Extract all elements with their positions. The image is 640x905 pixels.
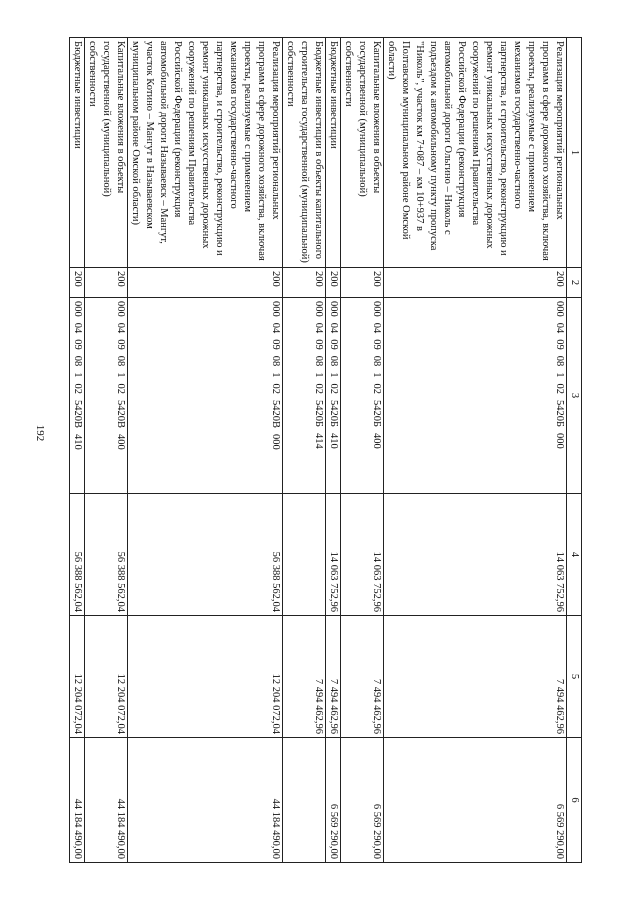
classification-part: 1 (554, 372, 565, 378)
classification-part: 5420Б (554, 400, 565, 428)
row-code: 200 (85, 268, 128, 298)
classification-part: 410 (328, 433, 339, 449)
classification-part: 000 (554, 301, 565, 317)
classification-part: 04 (313, 322, 324, 334)
classification-part: 09 (328, 339, 339, 350)
row-classification (128, 298, 283, 494)
classification-part: 1 (328, 372, 339, 378)
classification-part: 02 (328, 383, 339, 394)
classification-part: 04 (371, 322, 382, 334)
row-code: 200 (128, 268, 283, 298)
row-value-col5: 7 494 462,96 (384, 616, 567, 738)
classification-part: 000 (328, 301, 339, 317)
classification-part: 000 (371, 301, 382, 317)
header-cell: 1 (567, 38, 582, 268)
classification-part: 1 (371, 372, 382, 378)
classification-part: 08 (72, 355, 83, 367)
page-number: 192 (34, 424, 46, 442)
classification-part: 02 (72, 383, 83, 394)
classification-part: 09 (371, 339, 382, 350)
classification-part: 5420В (270, 400, 281, 429)
row-value-col6: 44 184 490,00 (85, 738, 128, 863)
row-value-col6 (283, 738, 326, 863)
classification-part: 02 (554, 383, 565, 394)
row-name: Капитальные вложения в объекты государственной (муниципальной) собственности (341, 38, 384, 268)
classification-part: 08 (313, 355, 324, 367)
classification-part: 02 (313, 383, 324, 394)
row-name: Капитальные вложения в объекты государственной (муниципальной) собственности (85, 38, 128, 268)
row-value-col5: 7 494 462,96 (326, 616, 341, 738)
classification-part: 08 (270, 355, 281, 367)
table-row (384, 38, 567, 863)
classification-part: 04 (554, 322, 565, 334)
row-classification (70, 298, 85, 494)
classification-part: 410 (72, 434, 83, 450)
classification-part: 08 (371, 355, 382, 367)
row-value-col5: 12 204 072,04 (70, 616, 85, 738)
row-name: Бюджетные инвестиции (70, 38, 85, 268)
classification-part: 400 (115, 434, 126, 450)
table-row (326, 38, 341, 863)
row-value-col5: 7 494 462,96 (341, 616, 384, 738)
table-row (128, 38, 283, 863)
header-cell: 5 (567, 616, 582, 738)
header-cell: 6 (567, 738, 582, 863)
row-value-col4 (283, 494, 326, 616)
table-row (283, 38, 326, 863)
row-name: Реализация мероприятий региональных программ в сфере дорожного хозяйства, включая проекты, реализуемые с применением механизмов государственно-частного партнерства, и строительство, реконструкцию и ремонт уникальных искусственных дорожных сооружений по решениям Правительства Российской Федерации (реконструкция автомобильной дороги Ольгино – Николь с подъездом к автомобильному пункту пропуска "Николь", участок км 7+087 – км 10+937 в Полтавском муниципальном районе Омской области) (384, 38, 567, 268)
row-value-col4: 56 388 562,04 (85, 494, 128, 616)
classification-part: 5420В (115, 400, 126, 429)
classification-part: 000 (313, 301, 324, 317)
classification-part: 09 (72, 339, 83, 350)
classification-part: 09 (270, 339, 281, 350)
header-cell: 4 (567, 494, 582, 616)
classification-part: 02 (270, 383, 281, 394)
row-name: Бюджетные инвестиции в объекты капитального строительства государственной (муниципальной) собственности (283, 38, 326, 268)
row-code: 200 (341, 268, 384, 298)
row-name: Реализация мероприятий региональных программ в сфере дорожного хозяйства, включая проекты, реализуемые с применением механизмов государственно-частного партнерства, и строительство, реконструкцию и ремонт уникальных искусственных дорожных сооружений по решениям Правительства Российской Федерации (реконструкция автомобильной дороги Называевск – Мангут, участок Котино – Мангут в Называевском муниципальном районе Омской области) (128, 38, 283, 268)
row-classification (341, 298, 384, 494)
classification-part: 1 (72, 372, 83, 378)
classification-part: 09 (313, 339, 324, 350)
classification-part: 000 (554, 433, 565, 449)
classification-part: 5420В (72, 400, 83, 429)
classification-part: 02 (115, 383, 126, 394)
classification-part: 08 (115, 355, 126, 367)
budget-table (69, 37, 582, 863)
row-value-col4: 56 388 562,04 (128, 494, 283, 616)
row-value-col4: 14 063 752,96 (384, 494, 567, 616)
header-cell: 2 (567, 268, 582, 298)
row-value-col6: 44 184 490,00 (70, 738, 85, 863)
header-row (567, 38, 582, 863)
classification-part: 5420Б (371, 400, 382, 428)
classification-part: 1 (270, 372, 281, 378)
row-classification (384, 298, 567, 494)
classification-part: 09 (554, 339, 565, 350)
row-code: 200 (326, 268, 341, 298)
row-value-col5: 7 494 462,96 (283, 616, 326, 738)
row-value-col4: 14 063 752,96 (341, 494, 384, 616)
classification-part: 09 (115, 339, 126, 350)
classification-part: 08 (554, 355, 565, 367)
row-code: 200 (384, 268, 567, 298)
table-row (341, 38, 384, 863)
classification-part: 400 (371, 433, 382, 449)
classification-part: 04 (270, 322, 281, 334)
classification-part: 04 (328, 322, 339, 334)
classification-part: 1 (313, 372, 324, 378)
row-value-col5: 12 204 072,04 (85, 616, 128, 738)
classification-part: 04 (115, 322, 126, 334)
classification-part: 1 (115, 372, 126, 378)
row-classification (326, 298, 341, 494)
row-value-col6: 44 184 490,00 (128, 738, 283, 863)
row-value-col4: 56 388 562,04 (70, 494, 85, 616)
row-code: 200 (70, 268, 85, 298)
classification-part: 414 (313, 433, 324, 449)
row-classification (85, 298, 128, 494)
row-value-col5: 12 204 072,04 (128, 616, 283, 738)
table-row (85, 38, 128, 863)
row-code: 200 (283, 268, 326, 298)
table-row (70, 38, 85, 863)
classification-part: 000 (270, 434, 281, 450)
header-cell: 3 (567, 298, 582, 494)
row-name: Бюджетные инвестиции (326, 38, 341, 268)
classification-part: 08 (328, 355, 339, 367)
row-value-col6: 6 569 290,00 (341, 738, 384, 863)
classification-part: 5420Б (313, 400, 324, 428)
budget-table-sheet (72, 37, 582, 862)
classification-part: 02 (371, 383, 382, 394)
row-value-col4: 14 063 752,96 (326, 494, 341, 616)
classification-part: 000 (115, 301, 126, 317)
row-value-col6: 6 569 290,00 (384, 738, 567, 863)
classification-part: 04 (72, 322, 83, 334)
row-value-col6: 6 569 290,00 (326, 738, 341, 863)
classification-part: 000 (270, 301, 281, 317)
row-classification (283, 298, 326, 494)
classification-part: 5420Б (328, 400, 339, 428)
classification-part: 000 (72, 301, 83, 317)
